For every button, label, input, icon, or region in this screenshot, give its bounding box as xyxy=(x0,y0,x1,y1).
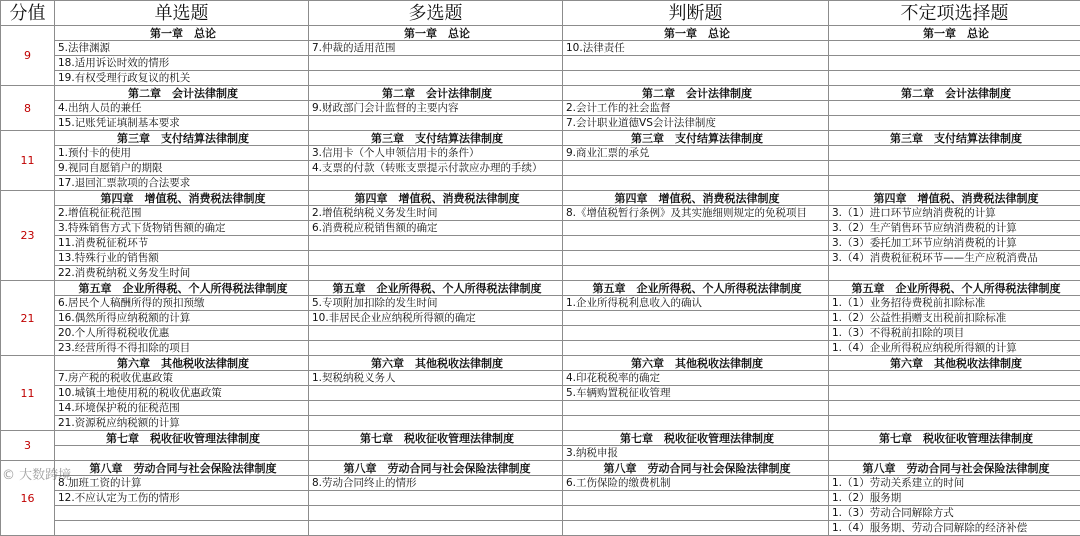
chapter-title-row xyxy=(1,356,1080,371)
chapter-score: 11 xyxy=(1,131,55,191)
topic-cell: 8.《增值税暂行条例》及其实施细则规定的免税项目 xyxy=(563,206,829,221)
topic-cell xyxy=(829,41,1080,56)
topic-cell: 10.非居民企业应纳税所得额的确定 xyxy=(309,311,563,326)
chapter-title: 第一章 总论 xyxy=(829,26,1080,41)
topic-cell: 17.退回汇票款项的合法要求 xyxy=(55,176,309,191)
topic-cell xyxy=(563,521,829,536)
topic-cell xyxy=(563,401,829,416)
topic-cell: 3.特殊销售方式下货物销售额的确定 xyxy=(55,221,309,236)
topic-cell: 10.法律责任 xyxy=(563,41,829,56)
chapter-title-row xyxy=(1,461,1080,476)
chapter-title: 第二章 会计法律制度 xyxy=(563,86,829,101)
chapter-title: 第五章 企业所得税、个人所得税法律制度 xyxy=(829,281,1080,296)
table-row xyxy=(1,251,1080,266)
topic-cell: 16.偶然所得应纳税额的计算 xyxy=(55,311,309,326)
topic-cell xyxy=(309,386,563,401)
topic-cell: 18.适用诉讼时效的情形 xyxy=(55,56,309,71)
topic-cell: 5.专项附加扣除的发生时间 xyxy=(309,296,563,311)
chapter-title-row xyxy=(1,26,1080,41)
topic-cell xyxy=(309,266,563,281)
chapter-title: 第七章 税收征收管理法律制度 xyxy=(563,431,829,446)
topic-cell xyxy=(309,401,563,416)
topic-cell: 1.预付卡的使用 xyxy=(55,146,309,161)
topic-cell: 1.（2）服务期 xyxy=(829,491,1080,506)
topic-cell xyxy=(563,266,829,281)
chapter-score: 11 xyxy=(1,356,55,431)
table-row xyxy=(1,56,1080,71)
topic-cell xyxy=(563,251,829,266)
topic-cell: 22.消费税纳税义务发生时间 xyxy=(55,266,309,281)
topic-cell xyxy=(829,266,1080,281)
topic-cell xyxy=(309,521,563,536)
topic-cell: 6.居民个人稿酬所得的预扣预缴 xyxy=(55,296,309,311)
topic-cell: 5.法律渊源 xyxy=(55,41,309,56)
topic-cell: 3.（2）生产销售环节应纳消费税的计算 xyxy=(829,221,1080,236)
table-row xyxy=(1,206,1080,221)
table-row xyxy=(1,176,1080,191)
table-row xyxy=(1,416,1080,431)
topic-cell xyxy=(309,116,563,131)
topic-cell xyxy=(563,161,829,176)
chapter-score: 3 xyxy=(1,431,55,461)
topic-cell: 10.城镇土地使用税的税收优惠政策 xyxy=(55,386,309,401)
topic-cell: 7.房产税的税收优惠政策 xyxy=(55,371,309,386)
topic-cell xyxy=(829,176,1080,191)
topic-cell xyxy=(829,71,1080,86)
table-row xyxy=(1,101,1080,116)
table-row xyxy=(1,146,1080,161)
topic-cell xyxy=(829,446,1080,461)
table-row xyxy=(1,236,1080,251)
topic-cell: 21.资源税应纳税额的计算 xyxy=(55,416,309,431)
topic-cell: 9.财政部门会计监督的主要内容 xyxy=(309,101,563,116)
chapter-title: 第五章 企业所得税、个人所得税法律制度 xyxy=(55,281,309,296)
topic-cell: 1.（4）企业所得税应纳税所得额的计算 xyxy=(829,341,1080,356)
header-single-choice: 单选题 xyxy=(55,1,309,26)
chapter-title: 第五章 企业所得税、个人所得税法律制度 xyxy=(309,281,563,296)
header-indefinite-choice: 不定项选择题 xyxy=(829,1,1080,26)
topic-cell xyxy=(55,446,309,461)
topic-cell: 3.信用卡（个人申领信用卡的条件） xyxy=(309,146,563,161)
topic-cell: 7.会计职业道德VS会计法律制度 xyxy=(563,116,829,131)
topic-cell xyxy=(563,236,829,251)
chapter-title: 第四章 增值税、消费税法律制度 xyxy=(309,191,563,206)
chapter-title-row xyxy=(1,131,1080,146)
topic-cell xyxy=(309,71,563,86)
topic-cell xyxy=(563,176,829,191)
chapter-title: 第二章 会计法律制度 xyxy=(55,86,309,101)
header-true-false: 判断题 xyxy=(563,1,829,26)
topic-cell xyxy=(563,341,829,356)
chapter-score: 16 xyxy=(1,461,55,536)
topic-cell xyxy=(309,236,563,251)
topic-cell: 19.有权受理行政复议的机关 xyxy=(55,71,309,86)
topic-cell: 3.（4）消费税征税环节——生产应税消费品 xyxy=(829,251,1080,266)
chapter-title-row xyxy=(1,281,1080,296)
topic-cell: 15.记账凭证填制基本要求 xyxy=(55,116,309,131)
table-row xyxy=(1,401,1080,416)
topic-cell: 1.企业所得税利息收入的确认 xyxy=(563,296,829,311)
topic-cell: 4.支票的付款（转账支票提示付款应办理的手续） xyxy=(309,161,563,176)
table-row xyxy=(1,311,1080,326)
table-row xyxy=(1,266,1080,281)
chapter-score: 9 xyxy=(1,26,55,86)
chapter-title: 第六章 其他税收法律制度 xyxy=(829,356,1080,371)
topic-cell xyxy=(829,401,1080,416)
topic-cell: 1.（3）不得税前扣除的项目 xyxy=(829,326,1080,341)
chapter-title: 第一章 总论 xyxy=(55,26,309,41)
topic-cell xyxy=(829,386,1080,401)
chapter-title: 第三章 支付结算法律制度 xyxy=(829,131,1080,146)
topic-cell: 3.（3）委托加工环节应纳消费税的计算 xyxy=(829,236,1080,251)
chapter-title: 第二章 会计法律制度 xyxy=(829,86,1080,101)
topic-cell: 1.（1）业务招待费税前扣除标准 xyxy=(829,296,1080,311)
topic-cell xyxy=(829,101,1080,116)
chapter-title: 第八章 劳动合同与社会保险法律制度 xyxy=(309,461,563,476)
topic-cell: 13.特殊行业的销售额 xyxy=(55,251,309,266)
topic-cell: 3.（1）进口环节应纳消费税的计算 xyxy=(829,206,1080,221)
topic-cell: 9.视同自愿销户的期限 xyxy=(55,161,309,176)
table-row xyxy=(1,221,1080,236)
topic-cell xyxy=(829,161,1080,176)
topic-cell xyxy=(309,506,563,521)
topic-cell xyxy=(309,341,563,356)
topic-cell xyxy=(55,506,309,521)
chapter-title: 第四章 增值税、消费税法律制度 xyxy=(55,191,309,206)
topic-cell: 8.劳动合同终止的情形 xyxy=(309,476,563,491)
topic-cell xyxy=(309,446,563,461)
topic-cell: 14.环境保护税的征税范围 xyxy=(55,401,309,416)
table-row xyxy=(1,446,1080,461)
topic-cell xyxy=(309,326,563,341)
topic-cell: 1.（1）劳动关系建立的时间 xyxy=(829,476,1080,491)
chapter-score: 23 xyxy=(1,191,55,281)
table-row xyxy=(1,386,1080,401)
topic-cell xyxy=(563,326,829,341)
chapter-title: 第六章 其他税收法律制度 xyxy=(563,356,829,371)
table-row xyxy=(1,341,1080,356)
chapter-title: 第二章 会计法律制度 xyxy=(309,86,563,101)
table-row xyxy=(1,506,1080,521)
table-row xyxy=(1,161,1080,176)
chapter-title: 第四章 增值税、消费税法律制度 xyxy=(563,191,829,206)
topic-cell: 11.消费税征税环节 xyxy=(55,236,309,251)
topic-cell: 3.纳税申报 xyxy=(563,446,829,461)
topic-cell: 1.（3）劳动合同解除方式 xyxy=(829,506,1080,521)
topic-cell xyxy=(563,311,829,326)
chapter-title: 第八章 劳动合同与社会保险法律制度 xyxy=(563,461,829,476)
chapter-title-row xyxy=(1,191,1080,206)
chapter-title: 第三章 支付结算法律制度 xyxy=(309,131,563,146)
topic-cell xyxy=(563,506,829,521)
topic-cell xyxy=(309,56,563,71)
topic-cell: 7.仲裁的适用范围 xyxy=(309,41,563,56)
chapter-title: 第一章 总论 xyxy=(309,26,563,41)
topic-cell: 8.加班工资的计算 xyxy=(55,476,309,491)
topic-cell xyxy=(563,56,829,71)
topic-cell: 9.商业汇票的承兑 xyxy=(563,146,829,161)
topic-cell: 1.（2）公益性捐赠支出税前扣除标准 xyxy=(829,311,1080,326)
chapter-title: 第五章 企业所得税、个人所得税法律制度 xyxy=(563,281,829,296)
topic-cell: 5.车辆购置税征收管理 xyxy=(563,386,829,401)
topic-cell xyxy=(829,56,1080,71)
chapter-title: 第六章 其他税收法律制度 xyxy=(55,356,309,371)
chapter-title: 第三章 支付结算法律制度 xyxy=(563,131,829,146)
table-row xyxy=(1,71,1080,86)
chapter-title: 第一章 总论 xyxy=(563,26,829,41)
topic-cell xyxy=(309,416,563,431)
watermark: © 大数跨境 xyxy=(2,464,71,483)
chapter-title: 第七章 税收征收管理法律制度 xyxy=(309,431,563,446)
table-row xyxy=(1,476,1080,491)
chapter-score: 8 xyxy=(1,86,55,131)
table-row xyxy=(1,296,1080,311)
chapter-score: 21 xyxy=(1,281,55,356)
header-score: 分值 xyxy=(1,1,55,26)
table-row xyxy=(1,371,1080,386)
topic-cell xyxy=(563,71,829,86)
topic-cell: 4.印花税税率的确定 xyxy=(563,371,829,386)
topic-cell xyxy=(55,521,309,536)
chapter-title: 第八章 劳动合同与社会保险法律制度 xyxy=(55,461,309,476)
topic-cell xyxy=(829,416,1080,431)
chapter-title: 第八章 劳动合同与社会保险法律制度 xyxy=(829,461,1080,476)
topic-cell xyxy=(563,221,829,236)
topic-cell xyxy=(829,371,1080,386)
topic-cell xyxy=(309,176,563,191)
table-row xyxy=(1,326,1080,341)
table-row xyxy=(1,521,1080,536)
topic-cell: 4.出纳人员的兼任 xyxy=(55,101,309,116)
table-row xyxy=(1,116,1080,131)
topic-cell xyxy=(563,416,829,431)
topic-cell xyxy=(309,251,563,266)
chapter-title: 第三章 支付结算法律制度 xyxy=(55,131,309,146)
chapter-title-row xyxy=(1,431,1080,446)
topic-cell: 2.会计工作的社会监督 xyxy=(563,101,829,116)
chapter-title-row xyxy=(1,86,1080,101)
chapter-title: 第七章 税收征收管理法律制度 xyxy=(55,431,309,446)
chapter-title: 第四章 增值税、消费税法律制度 xyxy=(829,191,1080,206)
topic-cell: 1.（4）服务期、劳动合同解除的经济补偿 xyxy=(829,521,1080,536)
header-row xyxy=(1,1,1080,26)
header-multiple-choice: 多选题 xyxy=(309,1,563,26)
topic-cell: 2.增值税纳税义务发生时间 xyxy=(309,206,563,221)
chapter-title: 第六章 其他税收法律制度 xyxy=(309,356,563,371)
chapter-title: 第七章 税收征收管理法律制度 xyxy=(829,431,1080,446)
topic-cell: 6.工伤保险的缴费机制 xyxy=(563,476,829,491)
table-row xyxy=(1,41,1080,56)
topic-cell: 12.不应认定为工伤的情形 xyxy=(55,491,309,506)
topic-cell: 2.增值税征税范围 xyxy=(55,206,309,221)
topic-cell: 6.消费税应税销售额的确定 xyxy=(309,221,563,236)
topic-cell: 1.契税纳税义务人 xyxy=(309,371,563,386)
topic-cell xyxy=(829,116,1080,131)
topic-cell: 20.个人所得税税收优惠 xyxy=(55,326,309,341)
topic-cell: 23.经营所得不得扣除的项目 xyxy=(55,341,309,356)
topic-cell xyxy=(829,146,1080,161)
